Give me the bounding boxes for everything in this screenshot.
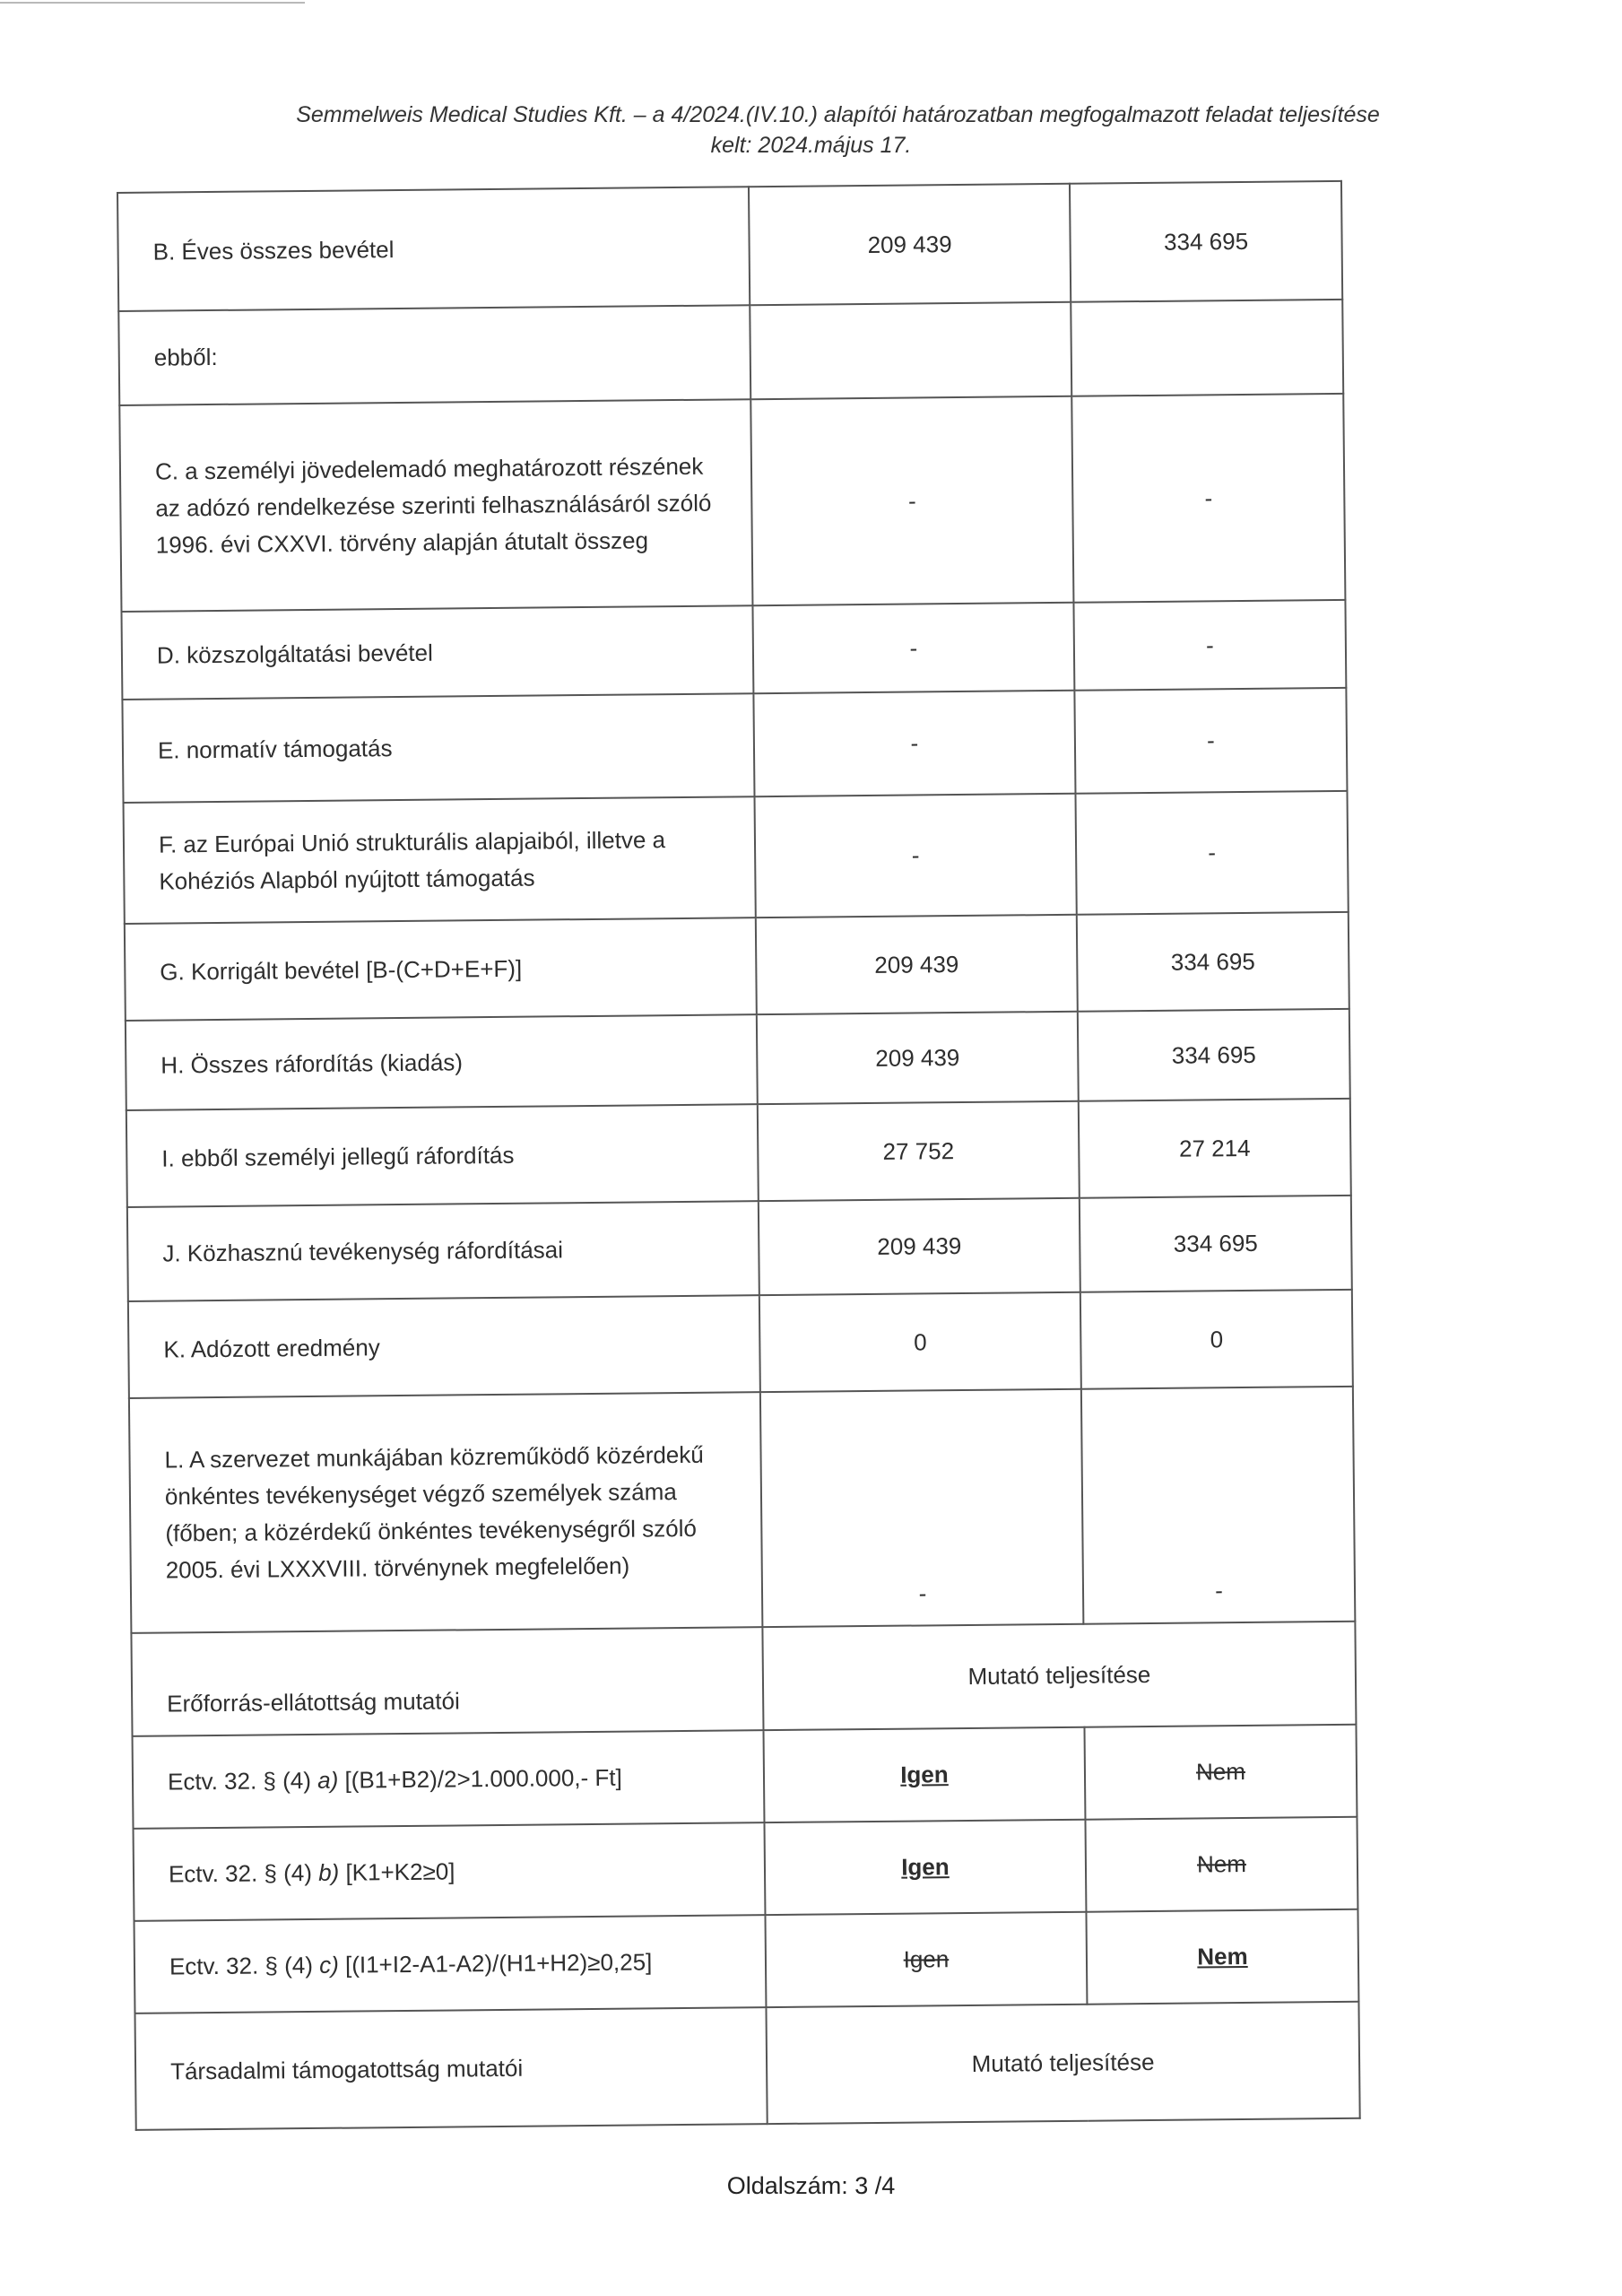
row-label: H. Összes ráfordítás (kiadás) [126, 1014, 758, 1110]
answer-no-selected: Nem [1197, 1942, 1248, 1970]
value-col1: - [753, 691, 1075, 796]
no-cell [1085, 1817, 1357, 1912]
table-row [126, 1009, 1350, 1110]
indicator-prefix: Ectv. 32. § (4) [169, 1951, 320, 1980]
resources-header-row [131, 1622, 1356, 1736]
row-label: L. A szervezet munkájában közreműködő közérdekű önkéntes tevékenységet végző személyek száma (főben; a közérdekű önkéntes tevékenységről szóló 2005. évi LXXXVIII. törvénynek megfelelően) [129, 1392, 762, 1633]
indicator-formula: [K1+K2≥0] [339, 1857, 455, 1886]
resources-row-b [134, 1817, 1358, 1921]
value-col2: 0 [1080, 1290, 1353, 1389]
value-col2: 334 695 [1080, 1196, 1352, 1292]
resources-row-c [134, 1909, 1359, 2013]
indicator-letter: c) [318, 1951, 339, 1979]
table-row [128, 1290, 1353, 1398]
row-label: G. Korrigált bevétel [B-(C+D+E+F)] [125, 918, 757, 1021]
row-label: B. Éves összes bevétel [117, 187, 750, 311]
indicator-label [133, 1730, 765, 1829]
answer-yes-selected: Igen [901, 1853, 950, 1881]
value-col2: - [1073, 600, 1346, 691]
value-col1: - [755, 794, 1077, 918]
indicator-letter: b) [317, 1858, 340, 1886]
table-row [117, 181, 1342, 311]
no-cell [1086, 1909, 1358, 2005]
value-col1: 0 [759, 1292, 1081, 1392]
value-col1: 209 439 [757, 1012, 1079, 1104]
social-header-row [134, 2002, 1359, 2130]
indicator-label [134, 1915, 767, 2013]
row-label: C. a személyi jövedelemadó meghatározott részének az adózó rendelkezése szerinti felhasználásáról szóló 1996. évi CXXVI. törvény alapján átutalt összeg [119, 399, 752, 612]
page-header-title: Semmelweis Medical Studies Kft. – a 4/2024.(IV.10.) alapítói határozatban megfogalmazott feladat teljesítése [296, 102, 1380, 127]
page-number: Oldalszám: 3 /4 [726, 2172, 896, 2199]
table-row [124, 791, 1349, 924]
table-row [126, 1099, 1351, 1207]
no-cell [1084, 1725, 1357, 1820]
answer-no-struck: Nem [1196, 1849, 1247, 1878]
value-col1: 209 439 [759, 1198, 1080, 1295]
yes-cell [763, 1727, 1085, 1822]
row-label: F. az Európai Unió strukturális alapjaiból, illetve a Kohéziós Alapból nyújtott támogatás [124, 796, 756, 924]
row-label: K. Adózott eredmény [128, 1295, 760, 1398]
value-col1: - [750, 396, 1073, 605]
scan-edge-line [0, 2, 305, 4]
resources-fulfilment-header: Mutató teljesítése [762, 1622, 1356, 1730]
table-row [119, 394, 1345, 612]
indicator-prefix: Ectv. 32. § (4) [168, 1858, 319, 1888]
indicator-letter: a) [317, 1766, 339, 1794]
indicator-label [134, 1822, 766, 1921]
row-label: D. közszolgáltatási bevétel [121, 605, 753, 700]
table-row [129, 1387, 1355, 1633]
value-col2: - [1081, 1387, 1356, 1624]
table-row [118, 300, 1343, 405]
row-label: ebből: [118, 305, 750, 405]
value-col1 [750, 302, 1071, 399]
social-title: Társadalmi támogatottság mutatói [134, 2007, 767, 2130]
social-fulfilment-header: Mutató teljesítése [766, 2002, 1359, 2124]
value-col1: - [760, 1389, 1083, 1627]
answer-yes-struck: Igen [903, 1945, 950, 1973]
value-col2: - [1074, 688, 1347, 794]
financial-data-table [117, 180, 1361, 2131]
table-row [125, 912, 1349, 1021]
table-row [127, 1196, 1352, 1301]
value-col2: 334 695 [1077, 912, 1349, 1012]
row-label: I. ebből személyi jellegű ráfordítás [126, 1104, 759, 1207]
page-header-date: kelt: 2024.május 17. [710, 133, 912, 158]
row-label: J. Közhasznú tevékenység ráfordításai [127, 1201, 759, 1301]
value-col2: - [1075, 791, 1348, 915]
resources-title: Erőforrás-ellátottság mutatói [131, 1627, 763, 1736]
value-col1: - [752, 603, 1074, 693]
value-col2 [1071, 300, 1343, 396]
value-col1: 209 439 [749, 184, 1071, 305]
value-col2: - [1071, 394, 1345, 603]
table-row [121, 600, 1346, 700]
value-col2: 334 695 [1070, 181, 1342, 302]
indicator-formula: [(B1+B2)/2>1.000.000,- Ft] [338, 1763, 622, 1794]
value-col2: 27 214 [1079, 1099, 1351, 1198]
resources-row-a [133, 1725, 1357, 1829]
table-row [122, 688, 1347, 803]
value-col1: 209 439 [756, 915, 1078, 1014]
indicator-formula: [(I1+I2-A1-A2)/(H1+H2)≥0,25] [338, 1948, 653, 1979]
yes-cell [765, 1912, 1087, 2007]
indicator-prefix: Ectv. 32. § (4) [167, 1766, 318, 1796]
value-col2: 334 695 [1078, 1009, 1350, 1101]
yes-cell [764, 1820, 1086, 1915]
answer-no-struck: Nem [1195, 1757, 1246, 1786]
answer-yes-selected: Igen [900, 1761, 949, 1788]
row-label: E. normatív támogatás [122, 693, 754, 803]
value-col1: 27 752 [758, 1101, 1080, 1201]
